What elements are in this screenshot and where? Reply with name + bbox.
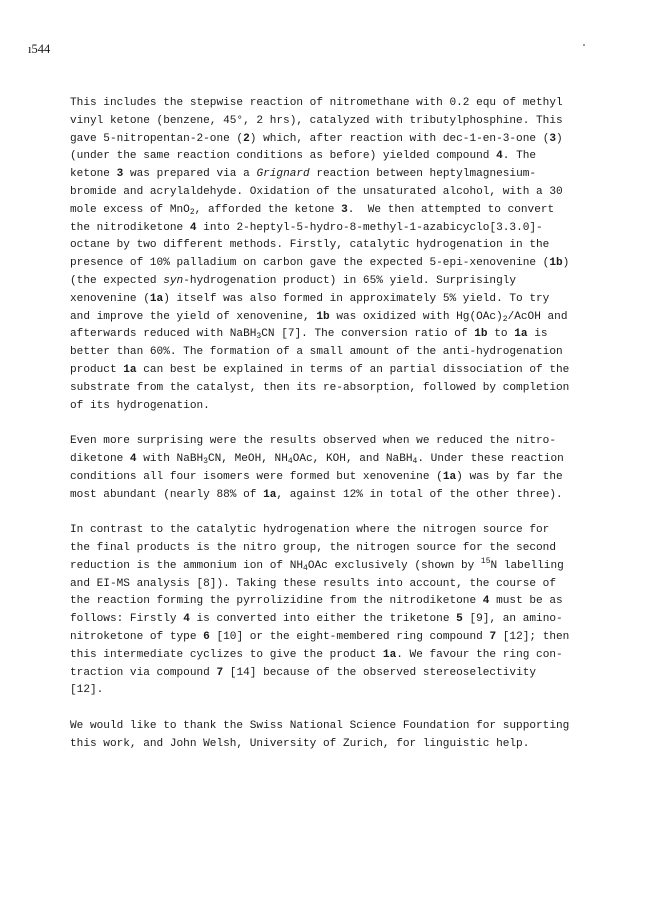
subscript: 3	[203, 456, 208, 466]
compound-ref: 3	[549, 132, 557, 145]
compound-ref: 1b	[549, 257, 563, 270]
text-line: product 1a can best be explained in terms of an partial dissociation of the	[70, 363, 570, 376]
text-line: the final products is the nitro group, the nitrogen source for the second	[70, 541, 556, 554]
subscript: 4	[412, 456, 418, 466]
text-line: diketone 4 with NaBH$_3$CN, MeOH, $NH_4OAc$, KOH, and NaBH$_4$. Under these reaction	[70, 452, 564, 466]
compound-ref: 1a	[382, 648, 397, 661]
compound-ref: 6	[203, 630, 210, 643]
text-line: follows: Firstly 4 is converted into either the triketone 5 [9], an amino-	[70, 613, 563, 626]
text-line: xenovenine (1a) itself was also formed in approximately 5% yield. To try	[70, 292, 550, 305]
paragraph-nitrogen-source	[70, 522, 650, 700]
compound-ref: 1a	[514, 328, 528, 341]
text-line: presence of 10% palladium on carbon gave the expected 5-epi-xenovenine (1b)	[70, 257, 570, 270]
compound-ref: 4	[496, 150, 503, 163]
text-line: [12].	[70, 684, 104, 697]
subscript: 2	[189, 207, 195, 217]
compound-ref: 1a	[442, 470, 457, 483]
text-line: This includes the stepwise reaction of nitromethane with 0.2 equ of methyl	[70, 97, 563, 109]
text-line: most abundant (nearly 88% of 1a, against 12% in total of the other three).	[70, 488, 563, 501]
compound-ref: 3	[116, 168, 124, 181]
text-line: the reaction forming the pyrrolizidine from the nitrodiketone 4 must be as	[70, 595, 563, 608]
text-line: In contrast to the catalytic hydrogenation where the nitrogen source for	[70, 524, 550, 537]
compound-ref: 2	[243, 132, 250, 145]
paragraph-reduction	[70, 433, 650, 504]
subscript: 3	[256, 332, 262, 342]
text-line: the nitrodiketone 4 into 2-heptyl-5-hydro-8-methyl-1-azabicyclo[3.3.0]-	[70, 221, 543, 234]
text-line: We would like to thank the Swiss National Science Foundation for supporting	[70, 719, 570, 732]
text-line: of its hydrogenation.	[70, 399, 210, 412]
text-line: nitroketone of type 6 [10] or the eight-membered ring compound 7 [12]; then	[70, 630, 570, 643]
paragraph-synthesis	[70, 95, 650, 415]
subscript: 4	[287, 456, 293, 466]
compound-ref: 1a	[123, 363, 137, 376]
text-line: conditions all four isomers were formed but xenovenine (1a) was by far the	[70, 470, 563, 483]
text-line: this intermediate cyclizes to give the product 1a. We favour the ring con-	[70, 648, 563, 661]
compound-ref: 4	[189, 221, 197, 234]
compound-ref: 4	[482, 595, 490, 608]
text-line: this work, and John Welsh, University of Zurich, for linguistic help.	[70, 737, 530, 750]
compound-ref: 1a	[263, 488, 277, 501]
paragraph-acknowledgements	[70, 718, 650, 754]
compound-ref: 5	[456, 613, 463, 626]
text-line: traction via compound 7 [14] because of the observed stereoselectivity	[70, 666, 537, 679]
scan-speck	[583, 44, 585, 46]
text-line: Even more surprising were the results observed when we reduced the nitro-	[70, 435, 556, 448]
italic-term: syn	[163, 274, 184, 287]
text-line: ketone 3 was prepared via a Grignard reaction between heptylmagnesium-	[70, 168, 537, 181]
text-line: substrate from the catalyst, then its re-absorption, followed by completion	[70, 381, 570, 394]
text-line: bromide and acrylaldehyde. Oxidation of the unsaturated alcohol, with a 30	[70, 185, 563, 198]
compound-ref: 1b	[474, 328, 488, 341]
subscript: 2	[502, 314, 508, 324]
page-number: ı544	[28, 42, 51, 56]
compound-ref: 7	[489, 630, 497, 643]
compound-ref: 3	[341, 203, 348, 216]
text-line: gave 5-nitropentan-2-one (2) which, after reaction with dec-1-en-3-one (3)	[70, 132, 563, 145]
text-line: vinyl ketone (benzene, 45°, 2 hrs), catalyzed with tributylphosphine. This	[70, 114, 563, 127]
text-line: and improve the yield of xenovenine, 1b was oxidized with $Hg(OAc)_2$/AcOH and	[70, 310, 568, 324]
text-line: (under the same reaction conditions as before) yielded compound 4. The	[70, 150, 537, 163]
text-line: reduction is the ammonium ion of $NH_4OAc$ exclusively (shown by $^{15}$N labelling	[70, 556, 564, 573]
text-line: afterwards reduced with NaBH$_3$CN [7]. The conversion ratio of 1b to 1a is	[70, 328, 548, 342]
compound-ref: 7	[216, 666, 224, 679]
subscript: 4	[303, 563, 308, 573]
compound-ref: 1b	[316, 310, 330, 323]
superscript: 15	[480, 556, 491, 566]
text-line: and EI-MS analysis [8]). Taking these results into account, the course of	[70, 577, 556, 590]
text-line: (the expected syn-hydrogenation product) in 65% yield. Surprisingly	[70, 274, 517, 287]
text-line: mole excess of MnO$_2$, afforded the ketone 3. We then attempted to convert	[70, 203, 555, 217]
text-line: better than 60%. The formation of a small amount of the anti-hydrogenation	[70, 346, 563, 359]
text-line: octane by two different methods. Firstly, catalytic hydrogenation in the	[70, 239, 550, 252]
body-text	[70, 95, 650, 771]
compound-ref: 4	[183, 613, 190, 626]
italic-term: Grignard	[256, 168, 310, 181]
compound-ref: 4	[129, 452, 137, 465]
compound-ref: 1a	[149, 292, 164, 305]
